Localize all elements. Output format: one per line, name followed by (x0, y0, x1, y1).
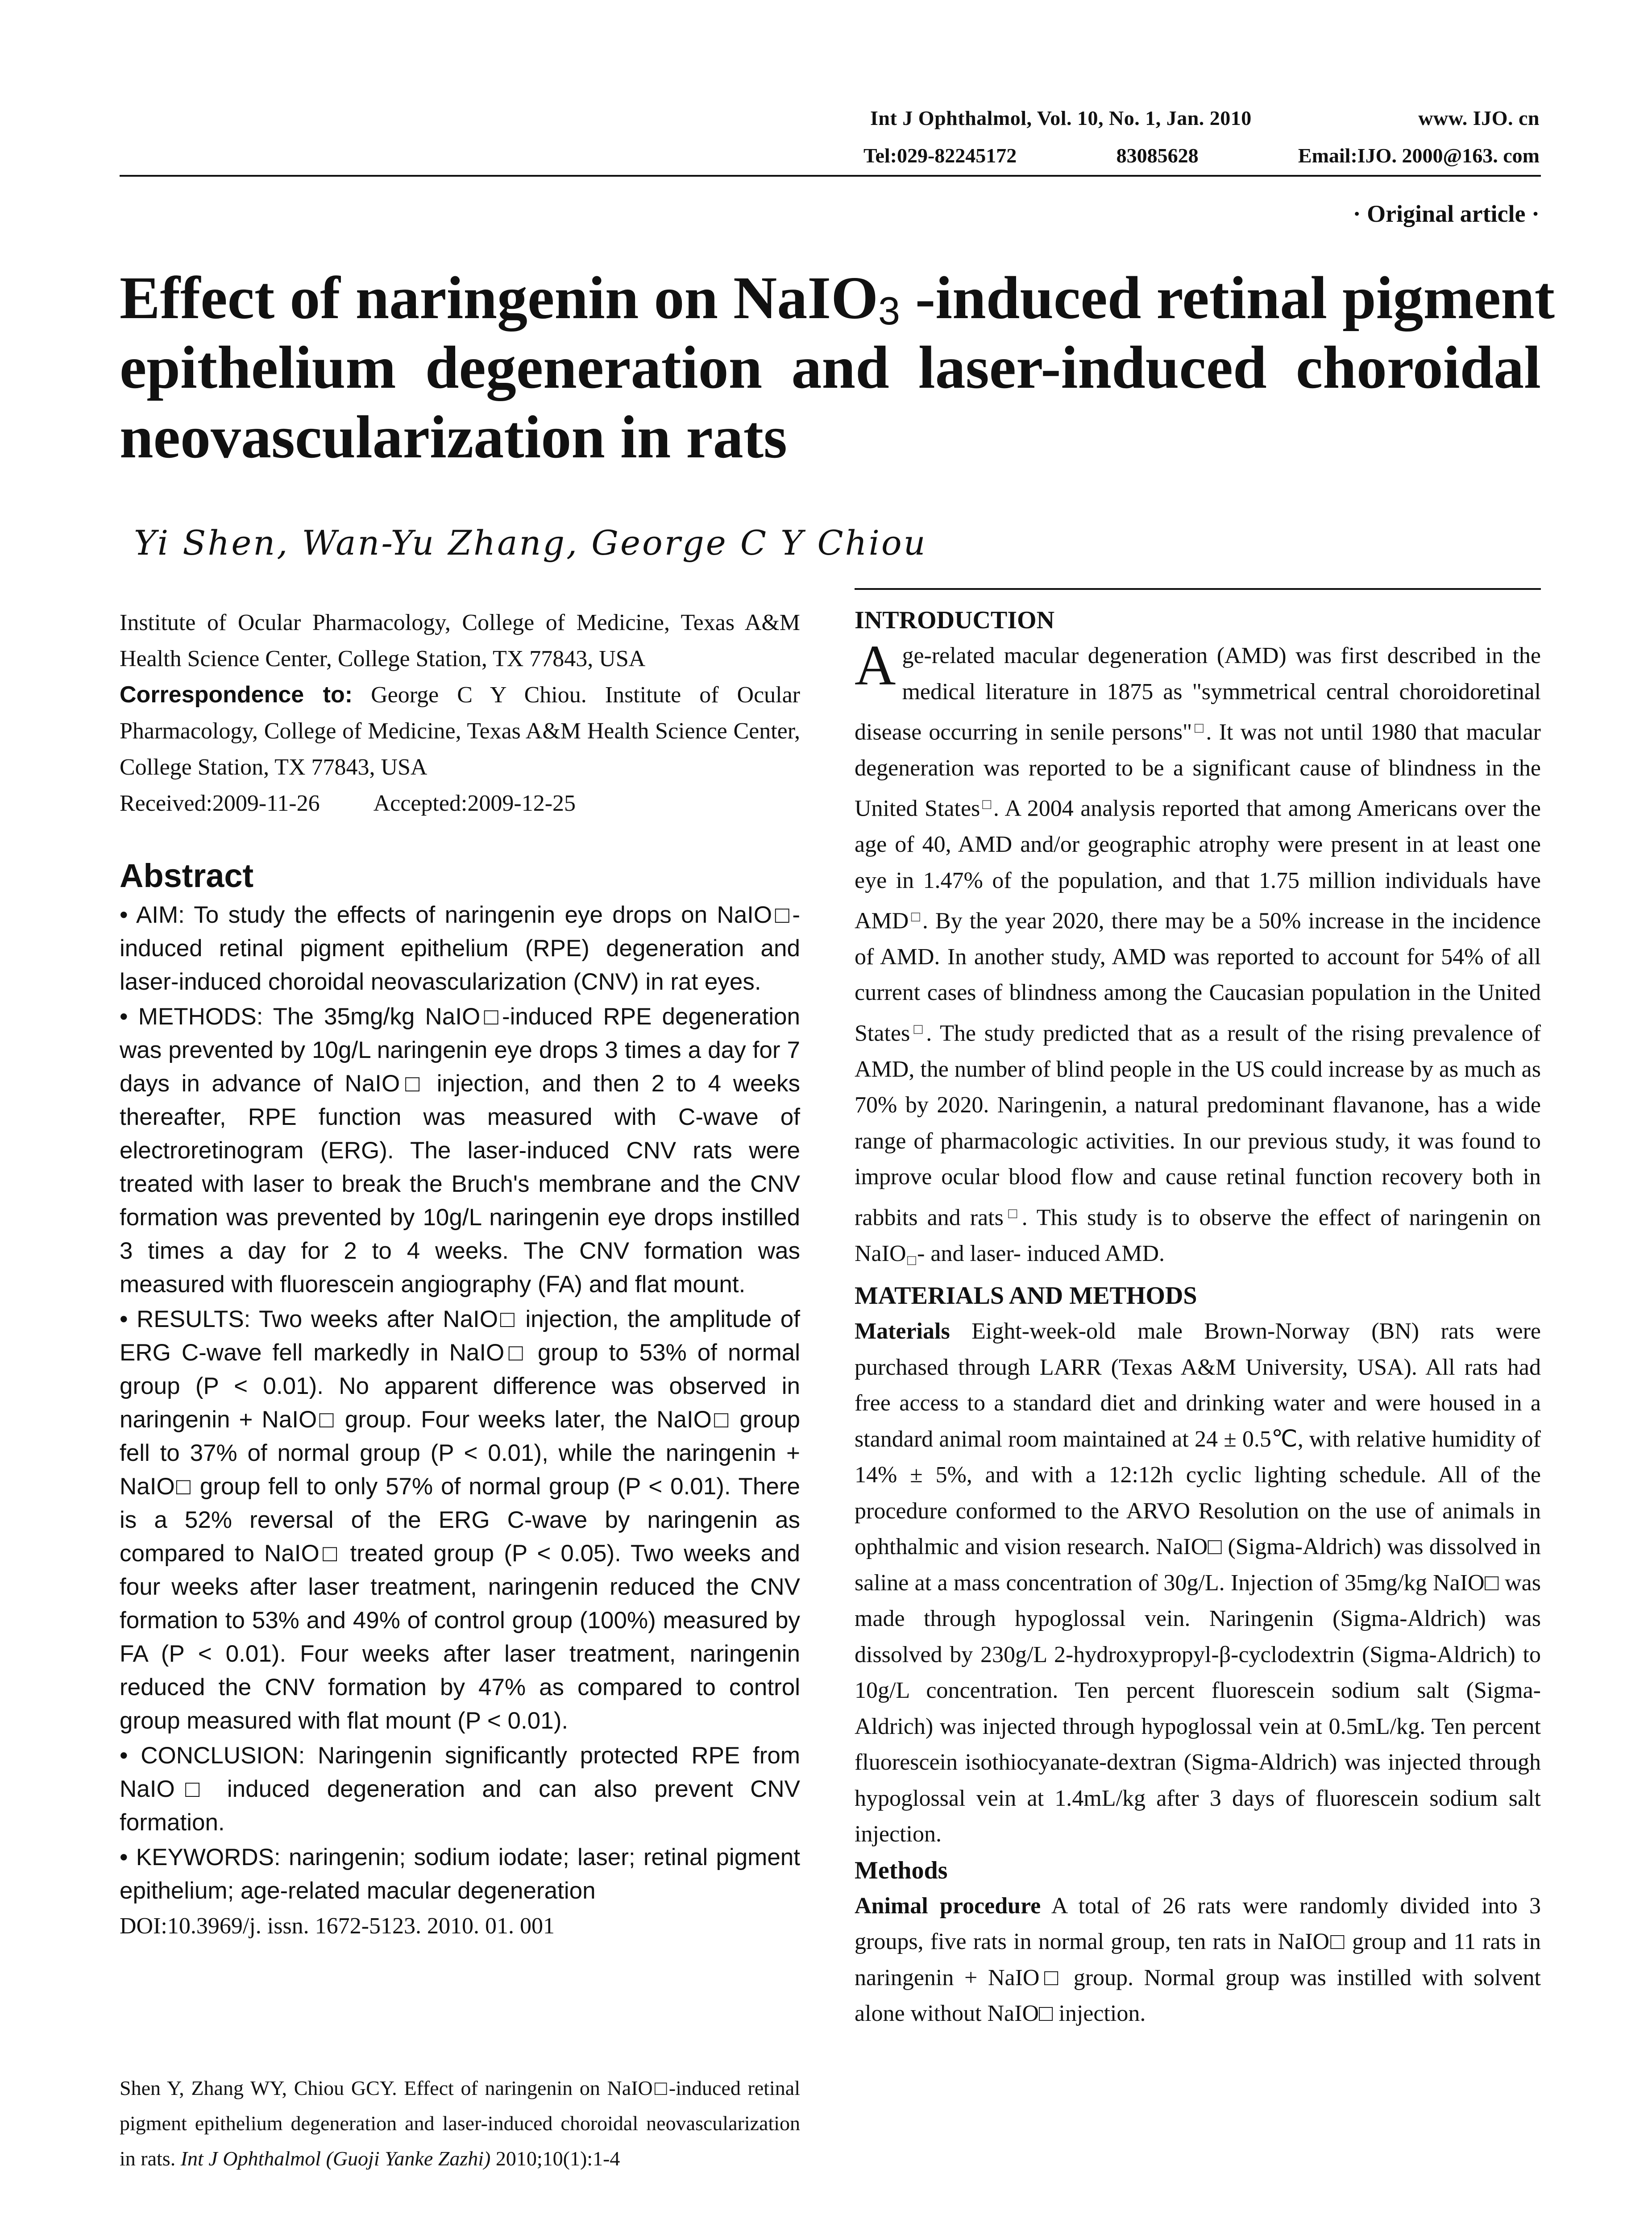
title-line-3: neovascularization in rats (120, 404, 787, 471)
introduction-paragraph: Age-related macular degeneration (AMD) was first described in the medical literature in 1875 as "symmetrical central choroidoretinal disease occurring in senile persons"□. It was not until 1980 that macular degeneration was reported to be a significant cause of blindness in the United States□. A 2004 analysis reported that among Americans over the age of 40, AMD and/or geographic atrophy were present in at least one eye in 1.47% of the population, and that 1.75 million individuals have AMD□. By the year 2020, there may be a 50% increase in the incidence of AMD. In another study, AMD was reported to account for 54% of all current cases of blindness among the Caucasian population in the United States□. The study predicted that as a result of the rising prevalence of AMD, the number of blind people in the US could increase by as much as 70% by 2020. Naringenin, a natural predominant flavanone, has a wide range of pharmacologic activities. In our previous study, it was found to improve ocular blood flow and cause retinal function recovery both in rabbits and rats□. This study is to observe the effect of naringenin on NaIO□- and laser- induced AMD. (855, 634, 1541, 1267)
drop-cap: A (855, 634, 896, 697)
abstract-conclusion: • CONCLUSION: Naringenin significantly protected RPE from NaIO□ induced degeneration and can also prevent CNV formation. (120, 1742, 800, 1836)
accepted-date: Accepted:2009-12-25 (373, 791, 576, 816)
received-date: Received:2009-11-26 (120, 791, 320, 816)
citation: Shen Y, Zhang WY, Chiou GCY. Effect of naringenin on NaIO□-induced retinal pigment epithelium degeneration and laser-induced choroidal neovascularization in rats. Int J Ophthalmol (Guoji Yanke Zazhi) 2010;10(1):1-4 (120, 2077, 800, 2170)
institute: Institute of Ocular Pharmacology, College of Medicine, Texas A&M Health Science Center, College Station, TX 77843, USA (120, 610, 800, 672)
abstract-aim: • AIM: To study the effects of naringenin eye drops on NaIO□-induced retinal pigment epithelium (RPE) degeneration and laser-induced choroidal neovascularization (CNV) in rat eyes. (120, 902, 800, 995)
doi: DOI:10.3969/j. issn. 1672-5123. 2010. 01. 001 (120, 1913, 555, 1939)
column-divider (855, 588, 1541, 590)
subscript-mark: □ (906, 1253, 917, 1267)
header-divider (120, 175, 1541, 177)
correspondence: Correspondence to: George C Y Chiou. Institute of Ocular Pharmacology, College of Medicine, Texas A&M Health Science Center, College Station, TX 77843, USA (120, 682, 800, 780)
authors: Yi Shen, Wan-Yu Zhang, George C Y Chiou (134, 523, 927, 563)
article-type: · Original article · (1353, 200, 1540, 227)
journal-citation: Int J Ophthalmol, Vol. 10, No. 1, Jan. 2010 (870, 107, 1252, 129)
materials-methods-heading: MATERIALS AND METHODS (855, 1282, 1197, 1310)
citation-journal: Int J Ophthalmol (Guoji Yanke Zazhi) (180, 2147, 491, 2170)
reference-mark: □ (1192, 721, 1206, 734)
abstract-methods: • METHODS: The 35mg/kg NaIO□-induced RPE degeneration was prevented by 10g/L naringenin eye drops 3 times a day for 7 days in advance of NaIO□ injection, and then 2 to 4 weeks thereafter, RPE function was measured with C-wave of electroretinogram (ERG). The laser-induced CNV rats were treated with laser to break the Bruch's membrane and the CNV formation was prevented by 10g/L naringenin eye drops instilled 3 times a day for 2 to 4 weeks. The CNV formation was measured with fluorescein angiography (FA) and flat mount. (120, 1004, 800, 1298)
abstract-heading: Abstract (120, 857, 254, 894)
introduction-heading: INTRODUCTION (855, 606, 1055, 634)
journal-header (870, 106, 1540, 130)
materials-label: Materials (855, 1319, 950, 1344)
abstract-keywords: • KEYWORDS: naringenin; sodium iodate; laser; retinal pigment epithelium; age-related macular degeneration (120, 1844, 800, 1904)
reference-mark: □ (1003, 1206, 1022, 1220)
dates (120, 785, 800, 821)
animal-procedure-paragraph: Animal procedure A total of 26 rats were randomly divided into 3 groups, five rats in normal group, ten rats in NaIO□ group and 11 rats in naringenin + NaIO□ group. Normal group was instilled with solvent alone without NaIO□ injection. (855, 1893, 1541, 2027)
paper-title (120, 263, 1555, 472)
materials-paragraph: Materials Eight-week-old male Brown-Norway (BN) rats were purchased through LARR (Texas A&M University, USA). All rats had free access to a standard diet and drinking water and were housed in a standard animal room maintained at 24 ± 0.5℃, with relative humidity of 14% ± 5%, and with a 12:12h cyclic lighting schedule. All of the procedure conformed to the ARVO Resolution on the use of animals in ophthalmic and vision research. NaIO□ (Sigma-Aldrich) was dissolved in saline at a mass concentration of 30g/L. Injection of 35mg/kg NaIO□ was made through hypoglossal vein. Naringenin (Sigma-Aldrich) was dissolved by 230g/L 2-hydroxypropyl-β-cyclodextrin (Sigma-Aldrich) to 10g/L concentration. Ten percent fluorescein sodium salt (Sigma-Aldrich) was injected through hypoglossal vein at 0.5mL/kg. Ten percent fluorescein isothiocyanate-dextran (Sigma-Aldrich) was injected through hypoglossal vein at 1.4mL/kg after 3 days of fluorescein sodium salt injection. (855, 1319, 1541, 1847)
journal-email: Email:IJO. 2000@163. com (1298, 144, 1540, 167)
methods-heading: Methods (855, 1856, 948, 1884)
journal-contact (863, 144, 1540, 167)
title-subscript: 3 (878, 289, 900, 333)
title-line-1: Effect of naringenin on NaIO$_3$ -induced retinal pigment (120, 265, 1555, 333)
abstract-results: • RESULTS: Two weeks after NaIO□ injection, the amplitude of ERG C-wave fell markedly in NaIO□ group to 53% of normal group (P < 0.01). No apparent difference was observed in naringenin + NaIO□ group. Four weeks later, the NaIO□ group fell to 37% of normal group (P < 0.01), while the naringenin + NaIO□ group fell to only 57% of normal group (P < 0.01). There is a 52% reversal of the ERG C-wave by naringenin as compared to NaIO□ treated group (P < 0.05). Two weeks and four weeks after laser treatment, naringenin reduced the CNV formation to 53% and 49% of control group (100%) measured by FA (P < 0.01). Four weeks after laser treatment, naringenin reduced the CNV formation by 47% as compared to control group measured with flat mount (P < 0.01). (120, 1306, 800, 1734)
reference-mark: □ (909, 910, 922, 924)
journal-website: www. IJO. cn (1418, 107, 1540, 129)
correspondence-label: Correspondence to: (120, 682, 353, 708)
reference-mark: □ (910, 1022, 926, 1036)
title-line-2: epithelium degeneration and laser-induced choroidal (120, 334, 1541, 401)
affiliation-block (120, 605, 800, 821)
right-column (855, 602, 1541, 2032)
animal-procedure-label: Animal procedure (855, 1893, 1041, 1919)
journal-tel: Tel:029-82245172 (863, 144, 1017, 167)
journal-tel-2: 83085628 (1116, 144, 1199, 167)
reference-mark: □ (980, 797, 993, 811)
abstract-body (120, 898, 800, 1944)
